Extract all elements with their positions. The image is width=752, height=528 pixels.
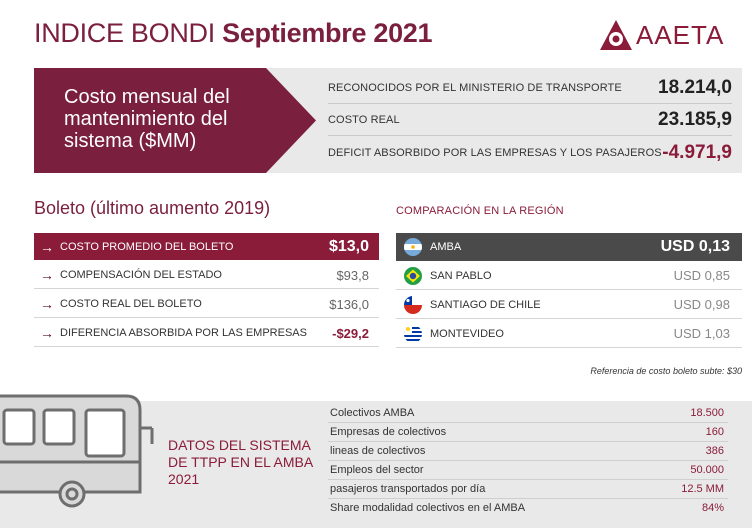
stat-row bbox=[328, 460, 728, 480]
region-row-value: USD 0,13 bbox=[660, 238, 730, 255]
stat-row-value: 84% bbox=[701, 502, 724, 514]
region-row-label: SAN PABLO bbox=[430, 269, 492, 282]
stat-row bbox=[328, 441, 728, 461]
stat-row-label: Colectivos AMBA bbox=[330, 406, 415, 419]
cost-row-label: COSTO REAL bbox=[328, 114, 400, 126]
boleto-row-label: COSTO PROMEDIO DEL BOLETO bbox=[60, 240, 234, 253]
boleto-row-label: DIFERENCIA ABSORBIDA POR LAS EMPRESAS bbox=[60, 327, 307, 339]
cost-row-label: DEFICIT ABSORBIDO POR LAS EMPRESAS Y LOS PASAJEROS bbox=[328, 146, 662, 159]
stat-row bbox=[328, 498, 728, 518]
boleto-row bbox=[34, 262, 379, 289]
arrow-right-icon: → bbox=[40, 267, 54, 283]
cost-row bbox=[328, 73, 732, 104]
region-row-value: USD 0,85 bbox=[673, 268, 730, 283]
stat-row-label: Empleos del sector bbox=[330, 463, 424, 476]
boleto-row-value: $93,8 bbox=[336, 267, 369, 283]
arrow-right-icon: → bbox=[40, 325, 54, 341]
bus-icon bbox=[0, 388, 160, 518]
arrow-right-icon: → bbox=[40, 296, 54, 312]
region-row-value: USD 0,98 bbox=[673, 297, 730, 312]
logo-text: AAETA bbox=[636, 19, 725, 50]
stat-row-value: 50.000 bbox=[690, 463, 724, 476]
boleto-row-value: -$29,2 bbox=[332, 325, 369, 341]
region-row bbox=[396, 262, 742, 290]
boleto-title: Boleto (último aumento 2019) bbox=[34, 198, 271, 218]
uruguay-flag-icon bbox=[404, 325, 422, 343]
cost-row-value: 18.214,0 bbox=[658, 77, 732, 98]
brazil-flag-icon bbox=[404, 267, 422, 285]
title-bold: Septiembre 2021 bbox=[222, 18, 433, 48]
stat-row-value: 386 bbox=[705, 444, 724, 457]
boleto-row-label: COMPENSACIÓN DEL ESTADO bbox=[60, 269, 222, 281]
chile-flag-icon bbox=[404, 296, 422, 314]
region-row bbox=[396, 320, 742, 348]
region-row-value: USD 1,03 bbox=[673, 326, 730, 341]
arrow-right-icon: → bbox=[40, 238, 54, 255]
page-title bbox=[34, 18, 432, 49]
stat-row bbox=[328, 422, 728, 442]
cost-row-value: 23.185,9 bbox=[658, 109, 732, 130]
boleto-row bbox=[34, 291, 379, 318]
region-row bbox=[396, 291, 742, 319]
datos-title: DATOS DEL SISTEMA DE TTPP EN EL AMBA 2021 bbox=[168, 437, 313, 487]
boleto-row-label: COSTO REAL DEL BOLETO bbox=[60, 298, 202, 310]
argentina-flag-icon bbox=[404, 238, 422, 256]
stat-row-label: pasajeros transportados por día bbox=[330, 482, 486, 495]
cost-label: Costo mensual del mantenimiento del sistema ($MM) bbox=[64, 86, 230, 152]
cost-row bbox=[328, 105, 732, 136]
footnote: Referencia de costo boleto subte: $30 bbox=[590, 366, 742, 376]
stat-row-label: Share modalidad colectivos en el AMBA bbox=[330, 502, 526, 514]
stat-row-value: 160 bbox=[705, 425, 724, 438]
cost-row-label: RECONOCIDOS POR EL MINISTERIO DE TRANSPORTE bbox=[328, 82, 622, 94]
stat-row-value: 12.5 MM bbox=[681, 482, 724, 495]
region-row bbox=[396, 233, 742, 261]
boleto-row-value: $13,0 bbox=[328, 237, 369, 255]
aaeta-logo bbox=[598, 18, 724, 52]
region-row-label: SANTIAGO DE CHILE bbox=[430, 298, 541, 311]
boleto-row bbox=[34, 320, 379, 347]
boleto-row bbox=[34, 233, 379, 260]
stat-row-value: 18.500 bbox=[690, 406, 724, 419]
region-row-label: AMBA bbox=[430, 241, 462, 253]
title-light: INDICE BONDI bbox=[34, 18, 215, 48]
stat-row bbox=[328, 479, 728, 499]
stat-row-label: Empresas de colectivos bbox=[330, 425, 447, 438]
cost-row bbox=[328, 137, 732, 168]
aaeta-logo-icon bbox=[598, 18, 634, 52]
stat-row bbox=[328, 403, 728, 423]
boleto-row-value: $136,0 bbox=[329, 296, 369, 312]
region-title: COMPARACIÓN EN LA REGIÓN bbox=[396, 205, 564, 217]
stat-row-label: lineas de colectivos bbox=[330, 444, 426, 457]
region-row-label: MONTEVIDEO bbox=[430, 327, 504, 340]
cost-row-value: -4.971,9 bbox=[662, 141, 732, 163]
